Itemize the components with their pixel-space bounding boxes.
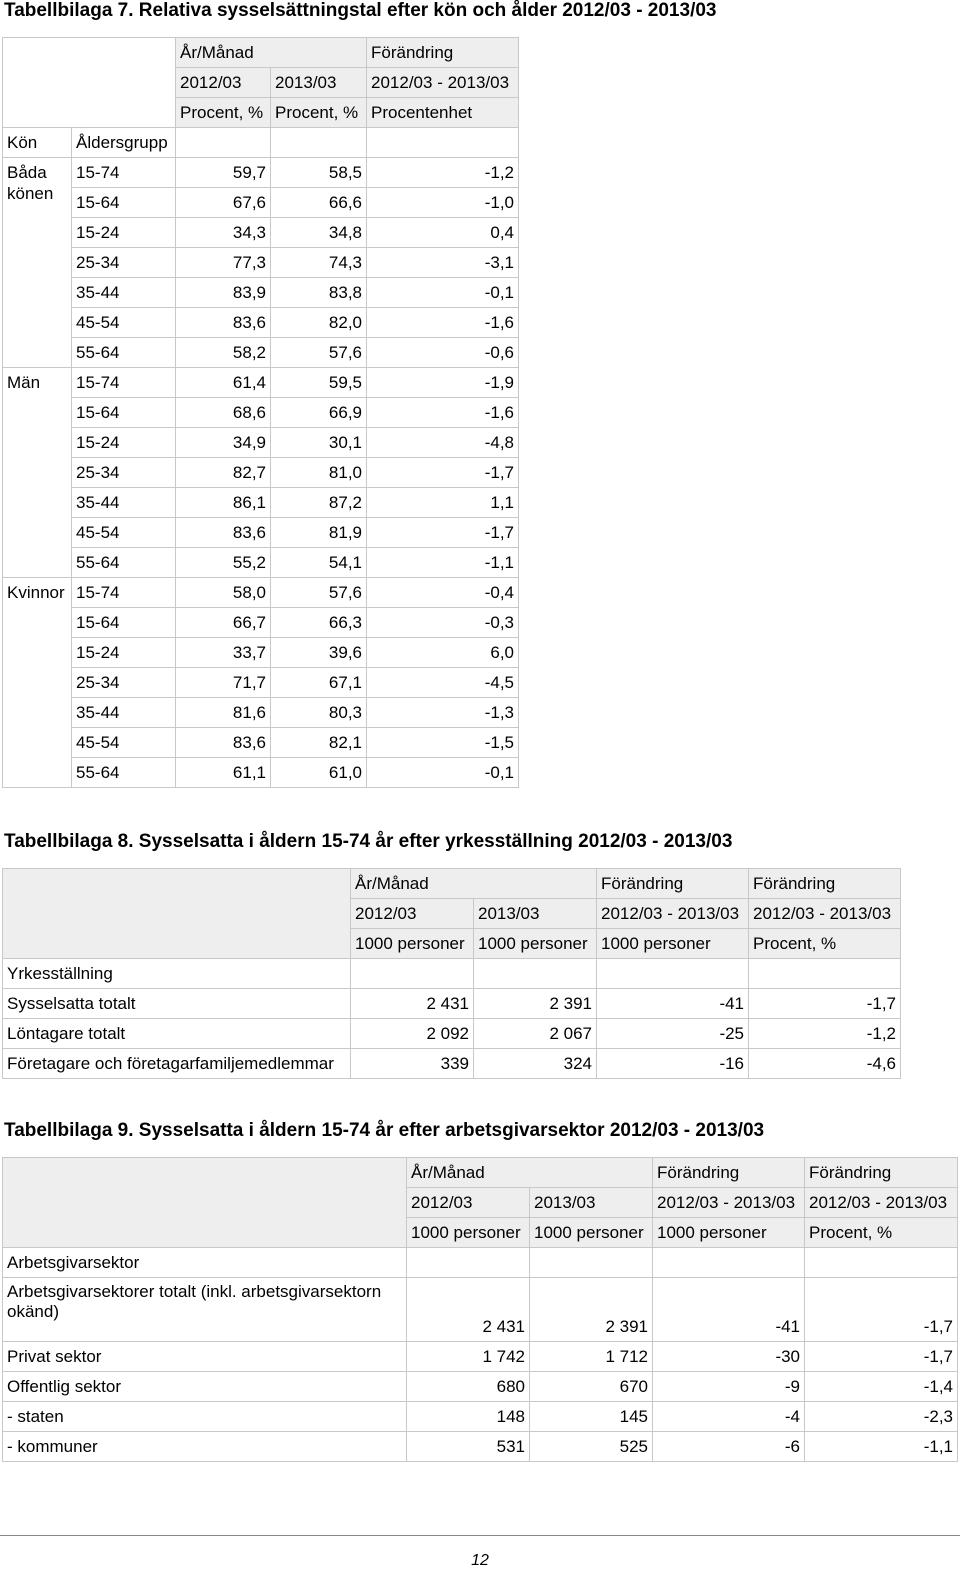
header-forandring: Förändring xyxy=(367,38,519,68)
value-cell: 0,4 xyxy=(367,218,519,248)
value-cell: 1 712 xyxy=(530,1342,653,1372)
value-cell: 82,0 xyxy=(271,308,367,338)
table-9-stub-header-row xyxy=(3,1248,958,1278)
aldersgrupp-cell: 55-64 xyxy=(72,758,176,788)
row-label: - kommuner xyxy=(3,1432,407,1462)
header-ar-manad: År/Månad xyxy=(351,869,597,899)
table-row xyxy=(3,308,519,338)
stub-blank xyxy=(3,38,72,128)
row-label: Privat sektor xyxy=(3,1342,407,1372)
value-cell: 339 xyxy=(351,1049,474,1079)
aldersgrupp-cell: 25-34 xyxy=(72,458,176,488)
header-forandring: Förändring xyxy=(805,1158,958,1188)
header-ar-manad: År/Månad xyxy=(407,1158,653,1188)
value-cell: 66,3 xyxy=(271,608,367,638)
kon-label: Kvinnor xyxy=(3,578,72,788)
header-period-diff: 2012/03 - 2013/03 xyxy=(367,68,519,98)
header-forandring: Förändring xyxy=(597,869,749,899)
header-forandring: Förändring xyxy=(653,1158,805,1188)
value-cell: 680 xyxy=(407,1372,530,1402)
table-row xyxy=(3,1432,958,1462)
value-cell: 81,6 xyxy=(176,698,271,728)
value-cell: -1,4 xyxy=(805,1372,958,1402)
value-cell: 58,5 xyxy=(271,158,367,188)
value-cell: 80,3 xyxy=(271,698,367,728)
header-aldersgrupp: Åldersgrupp xyxy=(72,128,176,158)
table-row xyxy=(3,1372,958,1402)
table-row xyxy=(3,728,519,758)
table-row xyxy=(3,1342,958,1372)
value-cell: 67,1 xyxy=(271,668,367,698)
stub-blank xyxy=(72,38,176,128)
value-cell: 6,0 xyxy=(367,638,519,668)
value-cell: 86,1 xyxy=(176,488,271,518)
table-row xyxy=(3,698,519,728)
value-cell: 1,1 xyxy=(367,488,519,518)
aldersgrupp-cell: 35-44 xyxy=(72,278,176,308)
row-label: - staten xyxy=(3,1402,407,1432)
header-period-diff: 2012/03 - 2013/03 xyxy=(597,899,749,929)
footer-rule xyxy=(0,1535,960,1536)
value-cell: 2 067 xyxy=(474,1019,597,1049)
value-cell: -30 xyxy=(653,1342,805,1372)
aldersgrupp-cell: 45-54 xyxy=(72,308,176,338)
header-kon: Kön xyxy=(3,128,72,158)
table-row xyxy=(3,218,519,248)
header-unit: 1000 personer xyxy=(530,1218,653,1248)
aldersgrupp-cell: 15-74 xyxy=(72,578,176,608)
value-cell: -1,5 xyxy=(367,728,519,758)
aldersgrupp-cell: 15-64 xyxy=(72,398,176,428)
value-cell: -41 xyxy=(653,1278,805,1342)
table-row xyxy=(3,1049,901,1079)
value-cell: -2,3 xyxy=(805,1402,958,1432)
value-cell: -1,0 xyxy=(367,188,519,218)
value-cell: 66,6 xyxy=(271,188,367,218)
value-cell: -0,3 xyxy=(367,608,519,638)
table-row xyxy=(3,758,519,788)
value-cell: -0,1 xyxy=(367,758,519,788)
table-row xyxy=(3,608,519,638)
kon-label: Båda könen xyxy=(3,158,72,368)
kon-label: Män xyxy=(3,368,72,578)
value-cell: -3,1 xyxy=(367,248,519,278)
header-unit-1: Procent, % xyxy=(176,98,271,128)
header-unit: 1000 personer xyxy=(653,1218,805,1248)
value-cell: 670 xyxy=(530,1372,653,1402)
table-row xyxy=(3,398,519,428)
header-unit: Procent, % xyxy=(805,1218,958,1248)
aldersgrupp-cell: 25-34 xyxy=(72,668,176,698)
table-row xyxy=(3,518,519,548)
stub-blank xyxy=(3,869,351,959)
value-cell: 2 431 xyxy=(351,989,474,1019)
page-number: 12 xyxy=(471,1552,489,1569)
value-cell: 66,7 xyxy=(176,608,271,638)
aldersgrupp-cell: 55-64 xyxy=(72,338,176,368)
aldersgrupp-cell: 45-54 xyxy=(72,728,176,758)
header-period-2: 2013/03 xyxy=(474,899,597,929)
value-cell: 77,3 xyxy=(176,248,271,278)
aldersgrupp-cell: 15-74 xyxy=(72,368,176,398)
header-unit: 1000 personer xyxy=(474,929,597,959)
value-cell: -1,3 xyxy=(367,698,519,728)
value-cell: 59,5 xyxy=(271,368,367,398)
row-label: Företagare och företagarfamiljemedlemmar xyxy=(3,1049,351,1079)
aldersgrupp-cell: 15-64 xyxy=(72,608,176,638)
row-label: Arbetsgivarsektorer totalt (inkl. arbetsgivarsektorn okänd) xyxy=(3,1278,407,1342)
value-cell: -1,2 xyxy=(749,1019,901,1049)
table-row xyxy=(3,428,519,458)
value-cell: 61,1 xyxy=(176,758,271,788)
value-cell: 55,2 xyxy=(176,548,271,578)
value-cell: -9 xyxy=(653,1372,805,1402)
value-cell: 39,6 xyxy=(271,638,367,668)
value-cell: 57,6 xyxy=(271,578,367,608)
table-row xyxy=(3,1019,901,1049)
value-cell: 34,3 xyxy=(176,218,271,248)
aldersgrupp-cell: 55-64 xyxy=(72,548,176,578)
value-cell: 87,2 xyxy=(271,488,367,518)
value-cell: 2 391 xyxy=(530,1278,653,1342)
value-cell: 58,2 xyxy=(176,338,271,368)
value-cell: 83,9 xyxy=(176,278,271,308)
value-cell: 81,9 xyxy=(271,518,367,548)
value-cell: -1,2 xyxy=(367,158,519,188)
header-period-2: 2013/03 xyxy=(271,68,367,98)
value-cell: -4,8 xyxy=(367,428,519,458)
value-cell: -16 xyxy=(597,1049,749,1079)
value-cell: -0,6 xyxy=(367,338,519,368)
value-cell: -1,6 xyxy=(367,308,519,338)
table-7-header-row xyxy=(3,38,519,68)
value-cell: -1,1 xyxy=(805,1432,958,1462)
value-cell: 61,4 xyxy=(176,368,271,398)
header-unit: 1000 personer xyxy=(407,1218,530,1248)
value-cell: 531 xyxy=(407,1432,530,1462)
value-cell: 2 092 xyxy=(351,1019,474,1049)
value-cell: 67,6 xyxy=(176,188,271,218)
value-cell: -41 xyxy=(597,989,749,1019)
value-cell: 71,7 xyxy=(176,668,271,698)
header-period-1: 2012/03 xyxy=(407,1188,530,1218)
aldersgrupp-cell: 15-24 xyxy=(72,638,176,668)
table-row xyxy=(3,638,519,668)
header-ar-manad: År/Månad xyxy=(176,38,367,68)
value-cell: 83,8 xyxy=(271,278,367,308)
value-cell: 59,7 xyxy=(176,158,271,188)
value-cell: 324 xyxy=(474,1049,597,1079)
value-cell: 83,6 xyxy=(176,308,271,338)
row-label: Löntagare totalt xyxy=(3,1019,351,1049)
header-period-diff: 2012/03 - 2013/03 xyxy=(653,1188,805,1218)
header-period-diff: 2012/03 - 2013/03 xyxy=(749,899,901,929)
value-cell: 2 391 xyxy=(474,989,597,1019)
value-cell: 525 xyxy=(530,1432,653,1462)
value-cell: 81,0 xyxy=(271,458,367,488)
table-row xyxy=(3,188,519,218)
table-8-title: Tabellbilaga 8. Sysselsatta i åldern 15-74 år efter yrkesställning 2012/03 - 2013/03 xyxy=(4,831,733,852)
table-8-stub-header-row xyxy=(3,959,901,989)
table-8 xyxy=(2,868,901,1079)
value-cell: 57,6 xyxy=(271,338,367,368)
aldersgrupp-cell: 15-64 xyxy=(72,188,176,218)
row-label: Sysselsatta totalt xyxy=(3,989,351,1019)
table-row xyxy=(3,668,519,698)
table-row xyxy=(3,278,519,308)
table-9-header-row xyxy=(3,1158,958,1188)
value-cell: -1,6 xyxy=(367,398,519,428)
table-8-header-row xyxy=(3,869,901,899)
aldersgrupp-cell: 15-24 xyxy=(72,218,176,248)
value-cell: -1,7 xyxy=(805,1342,958,1372)
value-cell: 1 742 xyxy=(407,1342,530,1372)
value-cell: -4,6 xyxy=(749,1049,901,1079)
aldersgrupp-cell: 15-24 xyxy=(72,428,176,458)
aldersgrupp-cell: 35-44 xyxy=(72,488,176,518)
header-unit-2: Procent, % xyxy=(271,98,367,128)
table-7-title: Tabellbilaga 7. Relativa sysselsättningstal efter kön och ålder 2012/03 - 2013/03 xyxy=(4,0,717,21)
value-cell: -1,7 xyxy=(805,1278,958,1342)
stub-blank xyxy=(3,1158,407,1248)
header-period-1: 2012/03 xyxy=(351,899,474,929)
aldersgrupp-cell: 25-34 xyxy=(72,248,176,278)
value-cell: 83,6 xyxy=(176,518,271,548)
value-cell: -0,1 xyxy=(367,278,519,308)
value-cell: 68,6 xyxy=(176,398,271,428)
table-9 xyxy=(2,1157,958,1462)
value-cell: 66,9 xyxy=(271,398,367,428)
value-cell: -6 xyxy=(653,1432,805,1462)
table-row xyxy=(3,458,519,488)
value-cell: 145 xyxy=(530,1402,653,1432)
table-row xyxy=(3,548,519,578)
header-period-diff: 2012/03 - 2013/03 xyxy=(805,1188,958,1218)
header-yrkesstallning: Yrkesställning xyxy=(3,959,351,989)
aldersgrupp-cell: 45-54 xyxy=(72,518,176,548)
aldersgrupp-cell: 15-74 xyxy=(72,158,176,188)
value-cell: -1,7 xyxy=(367,458,519,488)
table-7-stub-header-row xyxy=(3,128,519,158)
header-forandring: Förändring xyxy=(749,869,901,899)
aldersgrupp-cell: 35-44 xyxy=(72,698,176,728)
value-cell: 30,1 xyxy=(271,428,367,458)
table-row xyxy=(3,488,519,518)
header-arbetsgivarsektor: Arbetsgivarsektor xyxy=(3,1248,407,1278)
header-unit: 1000 personer xyxy=(351,929,474,959)
table-7 xyxy=(2,37,519,788)
table-9-title: Tabellbilaga 9. Sysselsatta i åldern 15-74 år efter arbetsgivarsektor 2012/03 - 2013/03 xyxy=(4,1120,765,1141)
row-label: Offentlig sektor xyxy=(3,1372,407,1402)
table-row xyxy=(3,1402,958,1432)
header-period-2: 2013/03 xyxy=(530,1188,653,1218)
header-unit-diff: Procentenhet xyxy=(367,98,519,128)
value-cell: -1,7 xyxy=(367,518,519,548)
value-cell: 2 431 xyxy=(407,1278,530,1342)
table-row xyxy=(3,1278,958,1342)
value-cell: -25 xyxy=(597,1019,749,1049)
table-row xyxy=(3,368,519,398)
table-row xyxy=(3,248,519,278)
value-cell: 61,0 xyxy=(271,758,367,788)
value-cell: -0,4 xyxy=(367,578,519,608)
value-cell: 33,7 xyxy=(176,638,271,668)
value-cell: 34,8 xyxy=(271,218,367,248)
value-cell: -4 xyxy=(653,1402,805,1432)
table-row xyxy=(3,578,519,608)
table-row xyxy=(3,158,519,188)
value-cell: -4,5 xyxy=(367,668,519,698)
value-cell: 54,1 xyxy=(271,548,367,578)
value-cell: 148 xyxy=(407,1402,530,1432)
header-period-1: 2012/03 xyxy=(176,68,271,98)
header-unit: 1000 personer xyxy=(597,929,749,959)
table-row xyxy=(3,989,901,1019)
value-cell: 83,6 xyxy=(176,728,271,758)
value-cell: 58,0 xyxy=(176,578,271,608)
value-cell: -1,9 xyxy=(367,368,519,398)
value-cell: 82,7 xyxy=(176,458,271,488)
value-cell: -1,1 xyxy=(367,548,519,578)
value-cell: 34,9 xyxy=(176,428,271,458)
table-row xyxy=(3,338,519,368)
header-unit: Procent, % xyxy=(749,929,901,959)
value-cell: -1,7 xyxy=(749,989,901,1019)
value-cell: 74,3 xyxy=(271,248,367,278)
value-cell: 82,1 xyxy=(271,728,367,758)
